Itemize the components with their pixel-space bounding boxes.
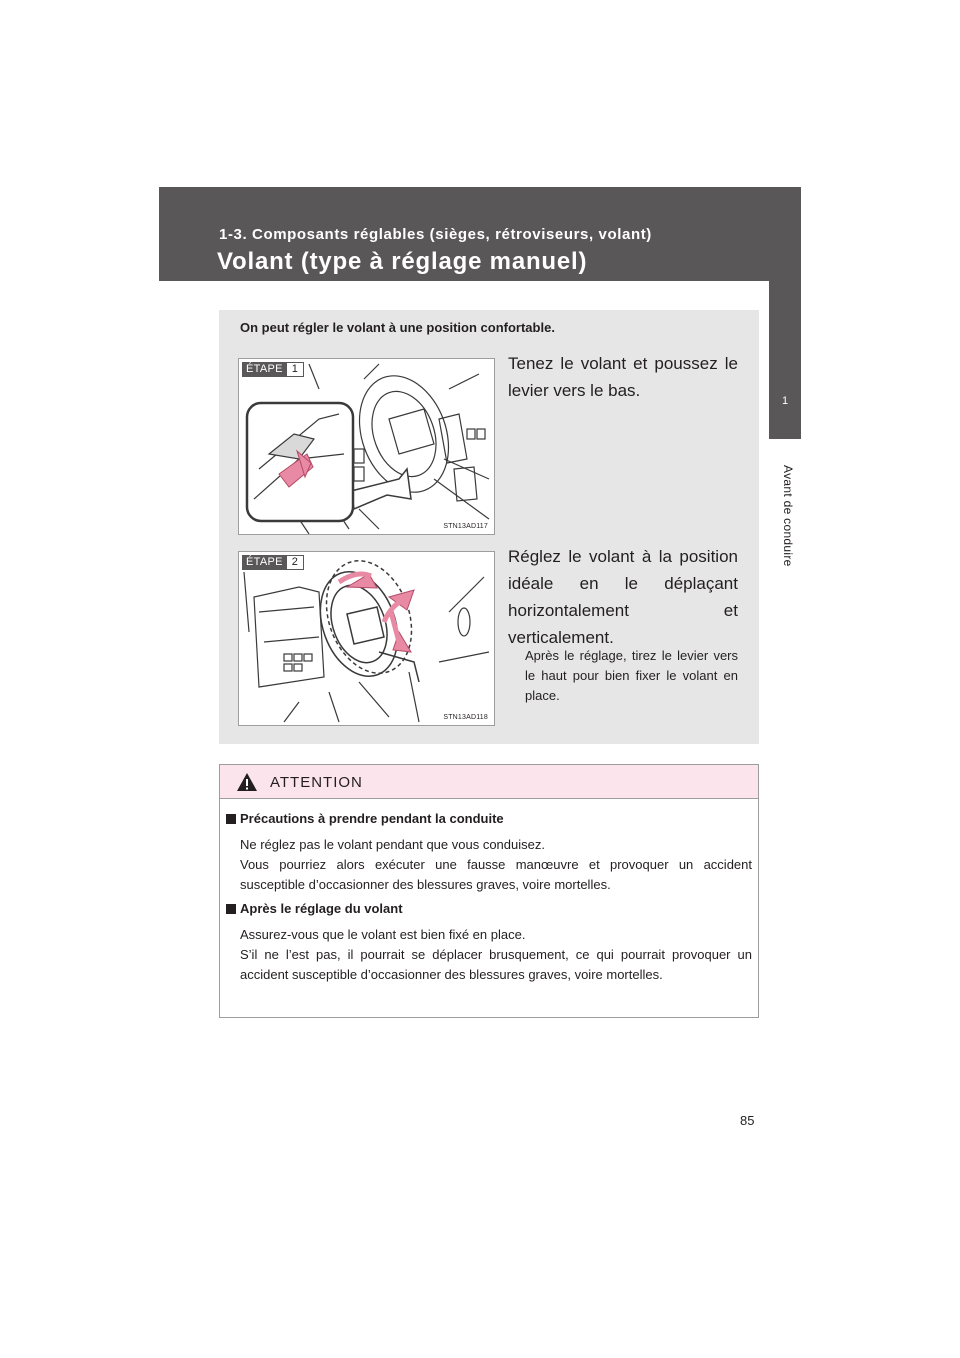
step-1-badge-number: 1 [287, 362, 304, 377]
square-bullet-icon [226, 904, 236, 914]
step-2-badge-number: 2 [287, 555, 304, 570]
page-number: 85 [740, 1113, 755, 1128]
step-1-badge-label: ÉTAPE [242, 362, 287, 377]
warning-section-1-line-2: Vous pourriez alors exécuter une fausse manœuvre et provoquer un accident susceptible d’occasionner des blessures graves, voire mortelles. [240, 857, 752, 892]
warning-triangle-icon [236, 772, 258, 792]
step-1-figure-code: STN13AD117 [443, 523, 488, 530]
step-2-text: Réglez le volant à la position idéale en le déplaçant horizontalement et verticalement. [508, 547, 738, 647]
steering-wheel-adjust-illustration [239, 552, 494, 725]
step-1-badge [242, 362, 304, 377]
warning-section-2-heading-text: Après le réglage du volant [240, 901, 403, 916]
warning-box [219, 764, 759, 1018]
warning-section-2-heading [226, 901, 403, 916]
warning-title: ATTENTION [270, 774, 363, 791]
warning-section-1-line-1: Ne réglez pas le volant pendant que vous conduisez. [240, 837, 545, 852]
section-title: 1-3. Composants réglables (sièges, rétroviseurs, volant) [219, 226, 652, 243]
warning-section-1-heading-text: Précautions à prendre pendant la conduite [240, 811, 504, 826]
step-2-figure [238, 551, 495, 726]
warning-section-1-body [240, 835, 752, 895]
intro-text: On peut régler le volant à une position confortable. [240, 320, 555, 335]
warning-section-1-heading [226, 811, 504, 826]
side-tab-number: 1 [781, 395, 789, 407]
warning-section-2-body [240, 925, 752, 985]
step-1-figure [238, 358, 495, 535]
step-1-text: Tenez le volant et poussez le levier vers le bas. [508, 354, 738, 400]
step-2-badge-label: ÉTAPE [242, 555, 287, 570]
warning-section-2-line-2: S’il ne l’est pas, il pourrait se déplacer brusquement, ce qui pourrait provoquer un accident susceptible d’occasionner des blessures graves, voire mortelles. [240, 947, 752, 982]
warning-section-2-line-1: Assurez-vous que le volant est bien fixé en place. [240, 927, 526, 942]
steering-lever-illustration [239, 359, 494, 534]
page-title: Volant (type à réglage manuel) [217, 248, 588, 275]
square-bullet-icon [226, 814, 236, 824]
step-2-badge [242, 555, 304, 570]
warning-header [220, 765, 758, 799]
step-2-note: Après le réglage, tirez le levier vers le haut pour bien fixer le volant en place. [525, 648, 738, 703]
step-2-figure-code: STN13AD118 [443, 714, 488, 721]
side-tab-label: Avant de conduire [781, 465, 795, 567]
